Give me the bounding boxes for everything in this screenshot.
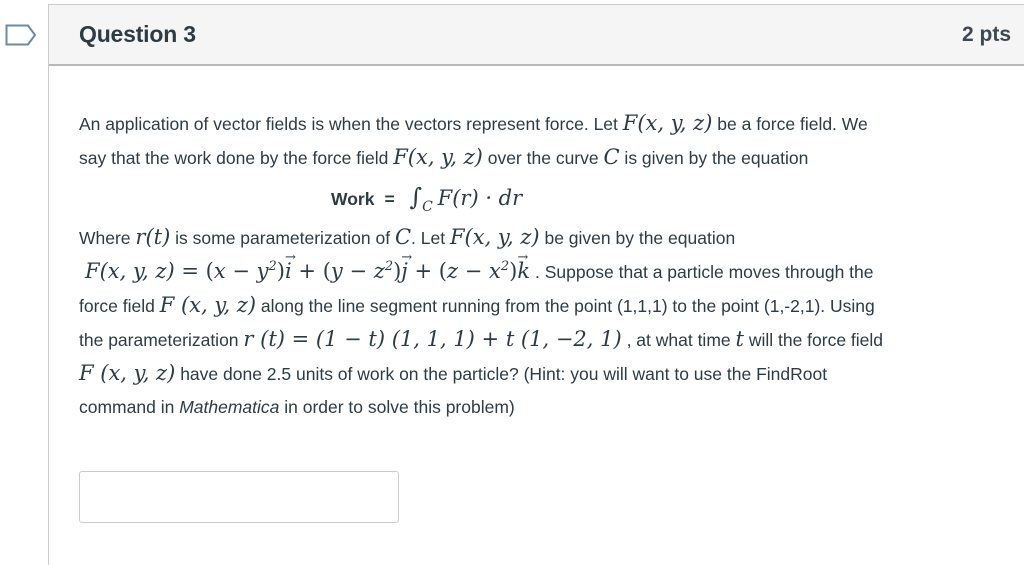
question-header: [49, 5, 1024, 66]
math-F: F(x, y, z): [622, 111, 713, 135]
text: . Let: [411, 228, 450, 248]
text: will the force field: [743, 330, 884, 350]
math-r: r(t): [135, 225, 171, 249]
question-text: [79, 107, 999, 425]
text: be given by the equation: [539, 228, 736, 248]
flag-question-icon[interactable]: [5, 24, 37, 46]
text-line: [79, 323, 999, 357]
integral-subscript: C: [422, 199, 433, 215]
question-card: [48, 4, 1024, 565]
text: the parameterization: [79, 330, 244, 350]
integral-symbol: ∫: [409, 183, 423, 211]
question-title: Question 3: [79, 21, 196, 47]
answer-input[interactable]: [79, 471, 399, 523]
math-F: F(x, y, z): [449, 225, 540, 249]
text-line: [79, 107, 999, 141]
text: force field: [79, 296, 160, 316]
work-label: Work: [331, 189, 375, 209]
text-line: [79, 141, 999, 175]
equals-sign: =: [384, 189, 395, 209]
text-line: [79, 255, 999, 289]
text: command in: [79, 397, 180, 417]
math-t: t: [735, 327, 744, 351]
text: say that the work done by the force field: [79, 148, 394, 168]
text-line: [79, 221, 999, 255]
math-F: F(x, y, z): [393, 145, 483, 169]
text: , at what time: [621, 330, 736, 350]
math-C: C: [603, 145, 620, 169]
text: An application of vector fields is when the vectors represent force. Let: [79, 114, 623, 134]
math-F: F (x, y, z): [79, 361, 176, 385]
text-line: [79, 289, 999, 323]
question-points: 2 pts: [961, 23, 1011, 46]
text: have done 2.5 units of work on the particle? (Hint: you will want to use the FindRoot: [175, 364, 828, 384]
text: be a force field. We: [712, 114, 868, 134]
text-line: [79, 357, 999, 391]
text: . Suppose that a particle moves through the: [530, 262, 874, 282]
text: along the line segment running from the point (1,1,1) to the point (1,-2,1). Using: [256, 296, 875, 316]
mathematica-italic: Mathematica: [179, 397, 280, 417]
work-equation: [79, 175, 999, 219]
integrand: F(r) · dr: [437, 186, 523, 210]
field-equation: F(x, y, $z) = (x - y^2)\to i + (y - z^2)\to j + (z - x^2)\to k$: [85, 259, 530, 283]
math-C: C: [394, 225, 412, 249]
math-F: F (x, y, z): [159, 293, 257, 317]
text: in order to solve this problem): [279, 397, 515, 417]
math-parameterization: r (t) = (1 − t) (1, 1, 1) + t (1, −2, 1): [243, 327, 622, 351]
text: is some parameterization of: [170, 228, 395, 248]
text: Where: [79, 228, 136, 248]
text-line: [79, 391, 999, 425]
text: is given by the equation: [619, 148, 809, 168]
text: over the curve: [482, 148, 604, 168]
